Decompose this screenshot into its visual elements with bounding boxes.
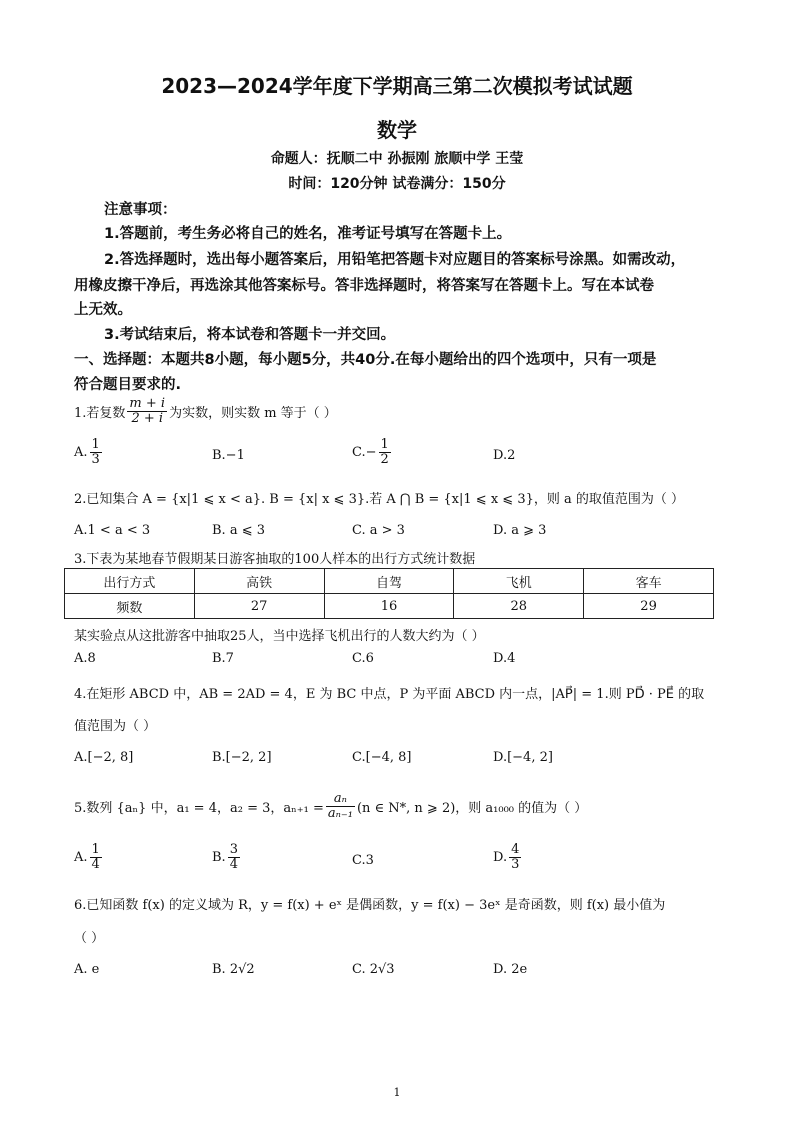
q5-option-d-fraction	[509, 843, 521, 873]
table-header-cell: 客车	[584, 569, 714, 594]
q6-option-a[interactable]: A. e	[74, 962, 100, 977]
q1-option-d[interactable]: D.2	[493, 448, 516, 463]
q5-option-a[interactable]	[74, 843, 104, 873]
q4-option-b[interactable]: B.[−2, 2]	[212, 750, 272, 765]
q1-option-a[interactable]	[74, 438, 104, 468]
question-1-suffix: 为实数，则实数 m 等于（ ）	[169, 406, 337, 422]
q5-option-a-fraction	[90, 843, 102, 873]
q5-option-d-num: 4	[511, 842, 520, 857]
section-1-heading-line-2: 符合题目要求的.	[74, 377, 182, 393]
notice-item-1: 1.答题前，考生务必将自己的姓名，准考证号填写在答题卡上。	[104, 226, 512, 242]
question-5-suffix: (n ∈ N*, n ⩾ 2)，则 a₁₀₀₀ 的值为（ ）	[356, 801, 588, 817]
exam-authors: 命题人：抚顺二中 孙振刚 旅顺中学 王莹	[270, 151, 524, 167]
q3-option-c[interactable]: C.6	[352, 651, 374, 666]
q1-option-c-den: 2	[380, 452, 389, 468]
table-cell: 27	[194, 594, 324, 619]
question-5	[74, 792, 587, 822]
q5-option-c[interactable]: C.3	[352, 853, 374, 868]
question-1-fraction-num: m + i	[129, 396, 166, 411]
question-1-fraction-den: 2 + i	[131, 411, 164, 427]
q1-option-a-fraction	[90, 438, 102, 468]
notice-item-3: 3.考试结束后，将本试卷和答题卡一并交回。	[104, 327, 396, 343]
q5-option-d-label: D.	[493, 850, 508, 866]
question-3: 3.下表为某地春节假期某日游客抽取的100人样本的出行方式统计数据	[74, 552, 476, 567]
question-4-line-2: 值范围为（ ）	[74, 719, 157, 734]
q5-option-b-num: 3	[229, 842, 238, 857]
q6-option-d[interactable]: D. 2e	[493, 962, 528, 977]
question-4-line-1: 4.在矩形 ABCD 中，AB = 2AD = 4，E 为 BC 中点，P 为平面 ABCD 内一点，|AP⃗| = 1.则 PD⃗ · PE⃗ 的取	[74, 687, 705, 702]
q4-option-a[interactable]: A.[−2, 8]	[74, 750, 134, 765]
q2-option-b[interactable]: B. a ⩽ 3	[212, 523, 265, 538]
notice-item-2-line-1: 2.答选择题时，选出每小题答案后，用铅笔把答题卡对应题目的答案标号涂黑。如需改动，	[104, 252, 686, 268]
question-5-fraction-den: aₙ₋₁	[327, 806, 353, 822]
question-3-table	[64, 568, 714, 619]
q6-option-b[interactable]: B. 2√2	[212, 962, 255, 977]
q2-option-d[interactable]: D. a ⩾ 3	[493, 523, 547, 538]
question-5-fraction	[326, 792, 355, 822]
q5-option-a-den: 4	[91, 857, 100, 873]
q1-option-c-num: 1	[380, 437, 389, 452]
exam-time-score: 时间：120分钟 试卷满分：150分	[288, 176, 506, 192]
question-1-fraction	[127, 397, 167, 427]
table-row	[65, 569, 714, 594]
question-3-prompt: 某实验点从这批游客中抽取25人，当中选择飞机出行的人数大约为（ ）	[74, 629, 485, 644]
table-header-cell: 飞机	[454, 569, 584, 594]
table-header-cell: 自驾	[324, 569, 454, 594]
q5-option-a-num: 1	[91, 842, 100, 857]
table-header-cell: 高铁	[194, 569, 324, 594]
exam-subject: 数学	[377, 118, 417, 142]
page-number: 1	[393, 1086, 401, 1099]
notice-heading: 注意事项：	[104, 202, 177, 218]
q5-option-d-den: 3	[511, 857, 520, 873]
q1-option-a-num: 1	[91, 437, 100, 452]
q3-option-b[interactable]: B.7	[212, 651, 234, 666]
q1-option-c-fraction	[379, 438, 391, 468]
table-cell: 频数	[65, 594, 195, 619]
q3-option-d[interactable]: D.4	[493, 651, 516, 666]
question-1	[74, 397, 337, 427]
exam-title: 2023—2024学年度下学期高三第二次模拟考试试题	[161, 74, 633, 98]
section-1-heading-line-1: 一、选择题：本题共8小题，每小题5分，共40分.在每小题给出的四个选项中，只有一项是	[74, 352, 657, 368]
q2-option-c[interactable]: C. a > 3	[352, 523, 405, 538]
table-cell: 29	[584, 594, 714, 619]
q5-option-a-label: A.	[74, 850, 88, 866]
q5-option-b-label: B.	[212, 850, 226, 866]
question-6-line-2: （ ）	[74, 931, 105, 946]
table-row	[65, 594, 714, 619]
q5-option-b[interactable]	[212, 843, 242, 873]
question-2: 2.已知集合 A = {x|1 ⩽ x < a}. B = {x| x ⩽ 3}.若 A ⋂ B = {x|1 ⩽ x ⩽ 3}，则 a 的取值范围为（ ）	[74, 492, 685, 507]
question-5-prefix: 5.数列 {aₙ} 中，a₁ = 4，a₂ = 3，aₙ₊₁ =	[74, 801, 324, 817]
notice-item-2-line-3: 上无效。	[74, 302, 132, 318]
q1-option-c-label: C.−	[352, 445, 377, 461]
q4-option-d[interactable]: D.[−4, 2]	[493, 750, 553, 765]
q4-option-c[interactable]: C.[−4, 8]	[352, 750, 412, 765]
question-6-line-1: 6.已知函数 f(x) 的定义域为 R，y = f(x) + eˣ 是偶函数，y = f(x) − 3eˣ 是奇函数，则 f(x) 最小值为	[74, 898, 666, 913]
notice-item-2-line-2: 用橡皮擦干净后，再选涂其他答案标号。答非选择题时，将答案写在答题卡上。写在本试卷	[74, 278, 654, 294]
q6-option-c[interactable]: C. 2√3	[352, 962, 395, 977]
q5-option-b-den: 4	[229, 857, 238, 873]
q2-option-a[interactable]: A.1 < a < 3	[74, 523, 151, 538]
q3-option-a[interactable]: A.8	[74, 651, 96, 666]
q1-option-b[interactable]: B.−1	[212, 448, 245, 463]
q5-option-b-fraction	[228, 843, 240, 873]
question-1-prefix: 1.若复数	[74, 406, 126, 422]
table-header-cell: 出行方式	[65, 569, 195, 594]
q1-option-c[interactable]	[352, 438, 393, 468]
q5-option-d[interactable]	[493, 843, 523, 873]
table-cell: 16	[324, 594, 454, 619]
question-5-fraction-num: aₙ	[326, 792, 355, 807]
q1-option-a-den: 3	[91, 452, 100, 468]
table-cell: 28	[454, 594, 584, 619]
q1-option-a-label: A.	[74, 445, 88, 461]
